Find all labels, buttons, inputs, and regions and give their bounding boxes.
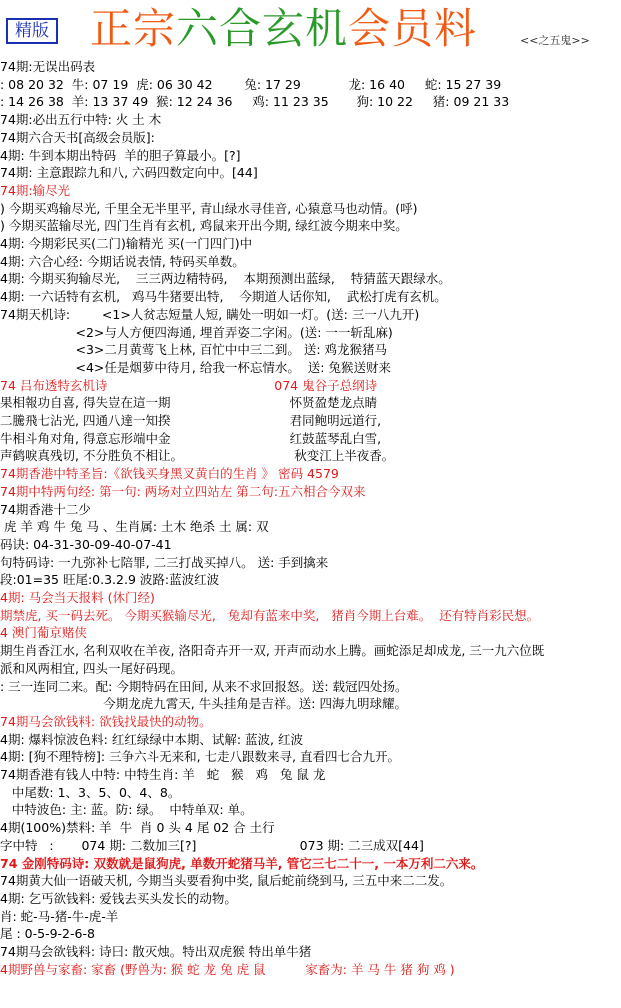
text-line: 74 吕布透特玄机诗 074 鬼谷子总纲诗 bbox=[0, 377, 378, 393]
text-line: 虎 羊 鸡 牛 兔 马 、生肖属: 土木 绝杀 土 属: 双 bbox=[0, 519, 269, 535]
text-line: 段:01=35 旺尾:0.3.2.9 波路:蓝波红波 bbox=[0, 572, 220, 588]
text-line: 74期天机诗: <1>人贫志短量人短, 瞒处一明如一灯。(送: 三一八九开) bbox=[0, 306, 420, 322]
text-line: : 三一连同二来。配: 今期特码在田间, 从来不求回报怒。送: 载冠四处扬。 bbox=[0, 678, 408, 694]
text-line: 74期黄大仙一语破天机, 今期当头要看狗中奖, 鼠后蛇前绕到马, 三五中来二二发。 bbox=[0, 873, 453, 889]
text-line: 4 澳门葡京赌侠 bbox=[0, 625, 87, 641]
text-line: 74期香港有钱人中特: 中特生肖: 羊 蛇 猴 鸡 兔 鼠 龙 bbox=[0, 767, 326, 782]
page-subtitle: <<之五鬼>> bbox=[520, 34, 590, 47]
text-line: 二騰飛七沾光, 四通八達一知揆 君同鲍明远道行, bbox=[0, 413, 382, 428]
text-line: 74 金刚特码诗: 双数就是鼠狗虎, 单数开蛇猪马羊, 管它三七二十一, 一本万利二六来。 bbox=[0, 855, 484, 871]
text-line: 中特波色: 主: 蓝。防: 绿。 中特单双: 单。 bbox=[0, 802, 253, 818]
text-line: 字中特 : 074 期: 二数加三[?] 073 期: 二三成双[44] bbox=[0, 837, 424, 853]
text-line: 4期: 一六话特有玄机, 鸡马牛猪要出特, 今期道人话你知, 武松打虎有玄机。 bbox=[0, 289, 447, 305]
text-line: 今期龙虎九霄天, 牛头挂角是吉祥。送: 四海九明球耀。 bbox=[0, 696, 407, 712]
text-line: 4期: 马会当天报料 (休门经) bbox=[0, 590, 155, 605]
text-line: 4期: 今期彩民买(二门)输精光 买(一门四门)中 bbox=[0, 236, 253, 251]
text-line: 74期:输尽光 bbox=[0, 182, 71, 198]
page-title bbox=[90, 4, 477, 54]
text-line: 4期: 牛到本期出特码 羊的胆子算最小。[?] bbox=[0, 147, 241, 163]
text-line: 74期六合天书[高级会员版]: bbox=[0, 129, 155, 145]
text-line: 尾 : 0-5-9-2-6-8 bbox=[0, 926, 95, 942]
text-line: 4期: [狗不理特榜]: 三争六斗无来和, 七走八跟数来寻, 直看四七合九开。 bbox=[0, 749, 400, 765]
text-line: 74期香港中特圣旨:《欲钱买身黑叉黄白的生肖 》 密码 4579 bbox=[0, 466, 339, 482]
text-line: 74期:无误出码表 bbox=[0, 59, 96, 74]
text-line: 派和风两相宜, 四头一尾好码现。 bbox=[0, 660, 183, 676]
text-line: 中尾数: 1、3、5、0、4、8。 bbox=[0, 784, 181, 800]
text-line: 期禁虎, 买一码去死。 今期买猴输尽光, 兔却有蓝来中奖, 猪肖今期上台难。 还有特肖彩民想。 bbox=[0, 607, 540, 623]
edition-badge: 精版 bbox=[6, 18, 58, 44]
text-line: ) 今期买鸡输尽光, 千里全无半里平, 青山绿水寻佳音, 心猿意马也动情。(呼) bbox=[0, 200, 418, 216]
text-line: <2>与人方便四海通, 埋首弄姿二字闲。(送: 一一斩乱麻) bbox=[0, 324, 393, 340]
text-line: 句特码诗: 一九弥补七陪罪, 二三打战买掉八。 送: 手到擒来 bbox=[0, 554, 329, 570]
text-line: 4期: 今期买狗输尽光, 三三两边精特码, 本期预测出蓝绿, 特猜蓝天跟绿水。 bbox=[0, 271, 451, 287]
text-line: 期生肖香江水, 名利双收在羊夜, 洛阳奇卉开一双, 开声而动水上腾。画蛇添足却成龙, 三一九六位既 bbox=[0, 643, 545, 659]
title-part-1: 正宗 bbox=[90, 4, 177, 53]
text-line: 4期: 乞丐欲钱料: 爱钱去买头发长的动物。 bbox=[0, 890, 237, 906]
text-line: 牛相斗角对角, 得意忘形端中金 红鼓蓝琴乱白雪, bbox=[0, 430, 382, 446]
title-part-3: 玄机 bbox=[262, 4, 349, 53]
text-line: 74期马会欲钱料: 诗曰: 散灭烛。特出双虎猴 特出单牛猪 bbox=[0, 944, 312, 959]
text-line: 声鹤唳真残切, 不分胜负不相让。 秋变江上半夜香。 bbox=[0, 448, 395, 464]
text-line: 74期马会欲钱料: 欲钱找最快的动物。 bbox=[0, 713, 212, 729]
text-line: <3>二月黄莺飞上林, 百忙中中三二到。 送: 鸡龙猴猪马 bbox=[0, 342, 388, 358]
text-line: 码诀: 04-31-30-09-40-07-41 bbox=[0, 536, 172, 552]
text-line: 74期中特两句经: 第一句: 两场对立四站左 第二句:五六相合今双来 bbox=[0, 483, 366, 499]
text-line: 肖: 蛇-马-猪-牛-虎-羊 bbox=[0, 908, 119, 924]
text-line: 4期(100%)禁料: 羊 牛 肖 0 头 4 尾 02 合 土行 bbox=[0, 820, 275, 836]
text-line: 74期香港十二少 bbox=[0, 501, 91, 517]
text-line: : 08 20 32 牛: 07 19 虎: 06 30 42 兔: 17 29 龙: 16 40 蛇: 15 27 39 bbox=[0, 76, 502, 92]
page-header bbox=[0, 0, 621, 58]
text-line: 74期: 主意跟踪九和八, 六码四数定向中。[44] bbox=[0, 165, 258, 181]
text-line: ) 今期买蓝输尽光, 四门生肖有玄机, 鸡鼠来开出今期, 绿红波今期来中奖。 bbox=[0, 218, 408, 234]
text-line: 果相報功自喜, 得失豈在這一期 怀贤盈楚龙点睛 bbox=[0, 395, 378, 411]
title-part-2: 六合 bbox=[176, 4, 263, 53]
text-line: 74期:必出五行中特: 火 土 木 bbox=[0, 112, 162, 128]
text-line: 4期野兽与家畜: 家畜 (野兽为: 猴 蛇 龙 兔 虎 鼠 家畜为: 羊 马 牛 猪 狗 鸡 ) bbox=[0, 961, 455, 977]
text-line: 4期: 六合心经: 今期话说表情, 特码买单数。 bbox=[0, 253, 245, 269]
title-part-4: 会员料 bbox=[348, 4, 478, 53]
text-line: 4期: 爆料惊波色料: 红红绿绿中本期、试解: 蓝波, 红波 bbox=[0, 731, 303, 747]
text-line: <4>任是烟萝中待月, 给我一杯忘情水。 送: 兔猴送财来 bbox=[0, 359, 391, 375]
text-line: : 14 26 38 羊: 13 37 49 猴: 12 24 36 鸡: 11 23 35 狗: 10 22 猪: 09 21 33 bbox=[0, 94, 510, 110]
